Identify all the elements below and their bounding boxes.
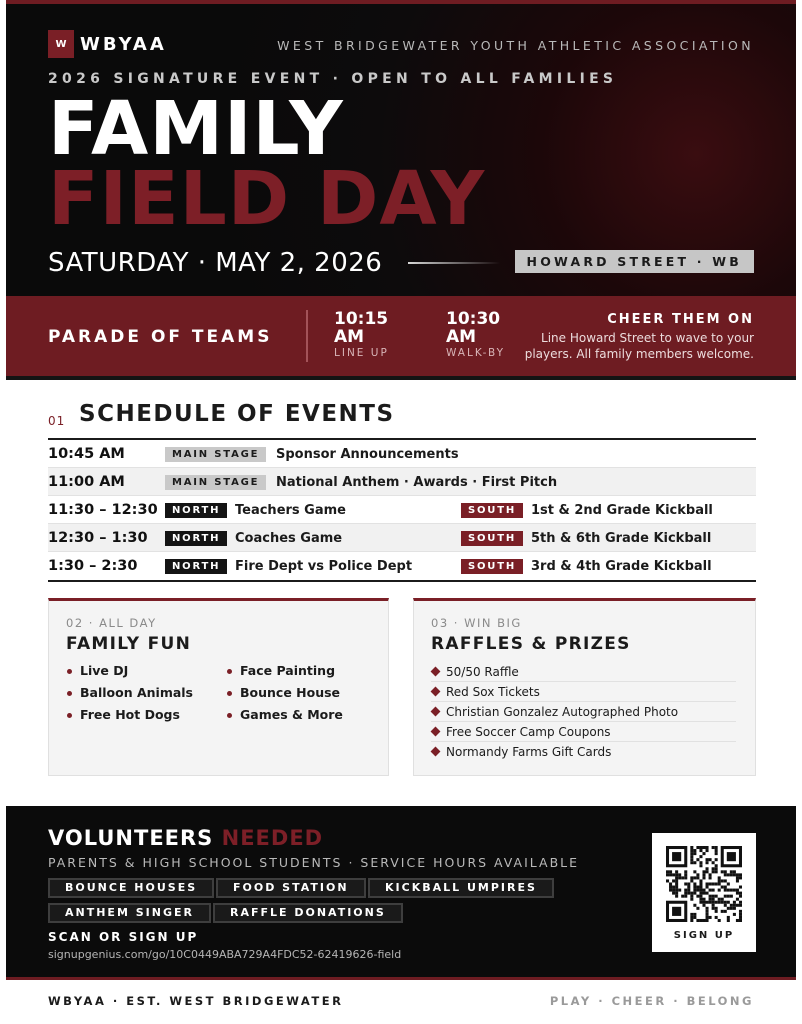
south-event: 1st & 2nd Grade Kickball bbox=[531, 503, 713, 518]
list-item bbox=[431, 742, 736, 762]
south-event: 5th & 6th Grade Kickball bbox=[531, 531, 712, 546]
stage-tag: MAIN STAGE bbox=[165, 447, 266, 462]
location-badge: HOWARD STREET · WB bbox=[515, 250, 754, 273]
volunteers-title bbox=[48, 826, 323, 850]
title-line-2: FIELD DAY bbox=[48, 156, 486, 242]
qr-code-icon[interactable] bbox=[666, 846, 742, 922]
south-tag: SOUTH bbox=[461, 503, 523, 518]
scan-label: SCAN OR SIGN UP bbox=[48, 930, 199, 944]
table-row bbox=[48, 496, 756, 524]
qr-code-card[interactable] bbox=[652, 833, 756, 952]
footer-left: WBYAA · EST. WEST BRIDGEWATER bbox=[48, 994, 344, 1008]
south-tag: SOUTH bbox=[461, 531, 523, 546]
volunteers-title-a: VOLUNTEERS bbox=[48, 826, 214, 850]
lineup-time-block bbox=[334, 310, 408, 359]
cheer-block bbox=[525, 312, 754, 362]
north-event: Coaches Game bbox=[235, 531, 343, 546]
signup-link[interactable]: signupgenius.com/go/10C0449ABA729A4FDC52-62419626-field bbox=[48, 948, 402, 961]
hero-banner bbox=[6, 0, 796, 296]
schedule-table bbox=[48, 438, 756, 582]
list-item: Balloon Animals bbox=[80, 685, 194, 700]
row-time: 11:30 – 12:30 bbox=[48, 502, 158, 518]
row-time: 1:30 – 2:30 bbox=[48, 558, 138, 574]
association-name: WEST BRIDGEWATER YOUTH ATHLETIC ASSOCIATION bbox=[277, 38, 754, 53]
parade-title: PARADE OF TEAMS bbox=[48, 327, 273, 347]
prize-label: Christian Gonzalez Autographed Photo bbox=[446, 705, 679, 719]
role-food-station: FOOD STATION bbox=[216, 878, 366, 898]
schedule-number: 01 bbox=[48, 414, 66, 428]
logo-text: WBYAA bbox=[80, 34, 167, 55]
schedule-title: SCHEDULE OF EVENTS bbox=[79, 401, 395, 427]
north-event: Fire Dept vs Police Dept bbox=[235, 559, 413, 574]
list-item: Face Painting bbox=[240, 663, 336, 678]
south-tag: SOUTH bbox=[461, 559, 523, 574]
volunteers-title-b: NEEDED bbox=[221, 826, 324, 850]
cheer-heading: CHEER THEM ON bbox=[607, 312, 754, 327]
north-event: Teachers Game bbox=[235, 503, 346, 518]
card-title: FAMILY FUN bbox=[66, 634, 192, 654]
table-row bbox=[48, 440, 756, 468]
row-time: 12:30 – 1:30 bbox=[48, 530, 148, 546]
role-kickball-umpires: KICKBALL UMPIRES bbox=[368, 878, 554, 898]
prize-label: Normandy Farms Gift Cards bbox=[446, 745, 612, 759]
diamond-bullet-icon bbox=[431, 727, 441, 737]
table-row bbox=[48, 552, 756, 580]
family-fun-card bbox=[48, 598, 389, 776]
diamond-bullet-icon bbox=[431, 707, 441, 717]
list-item bbox=[431, 682, 736, 702]
diamond-bullet-icon bbox=[431, 747, 441, 757]
list-item: Free Hot Dogs bbox=[80, 707, 180, 722]
north-tag: NORTH bbox=[165, 559, 227, 574]
volunteers-subtitle: PARENTS & HIGH SCHOOL STUDENTS · SERVICE HOURS AVAILABLE bbox=[48, 855, 580, 870]
parade-divider bbox=[306, 310, 308, 362]
south-event: 3rd & 4th Grade Kickball bbox=[531, 559, 712, 574]
list-item bbox=[431, 662, 736, 682]
walkby-time: 10:30 AM bbox=[446, 309, 501, 347]
list-item bbox=[431, 702, 736, 722]
cheer-line-2: players. All family members welcome. bbox=[524, 347, 754, 361]
raffles-card bbox=[413, 598, 756, 776]
volunteers-section bbox=[6, 806, 796, 980]
role-anthem-singer: ANTHEM SINGER bbox=[48, 903, 211, 923]
walkby-label: WALK-BY bbox=[446, 347, 506, 359]
prize-label: 50/50 Raffle bbox=[446, 665, 519, 679]
lineup-time: 10:15 AM bbox=[334, 309, 389, 347]
table-row bbox=[48, 468, 756, 496]
list-item: Bounce House bbox=[240, 685, 341, 700]
event-date: SATURDAY · MAY 2, 2026 bbox=[48, 248, 383, 278]
row-time: 11:00 AM bbox=[48, 474, 125, 490]
diamond-bullet-icon bbox=[431, 687, 441, 697]
footer-right: PLAY · CHEER · BELONG bbox=[549, 994, 754, 1008]
logo-mark: W bbox=[48, 30, 74, 58]
list-item: Live DJ bbox=[80, 663, 129, 678]
prize-label: Red Sox Tickets bbox=[446, 685, 540, 699]
row-event: National Anthem · Awards · First Pitch bbox=[276, 475, 558, 490]
lineup-label: LINE UP bbox=[334, 347, 389, 359]
title-line-1: FAMILY bbox=[48, 86, 344, 172]
date-divider bbox=[408, 262, 500, 264]
cheer-line-1: Line Howard Street to wave to your bbox=[541, 331, 754, 345]
qr-label: SIGN UP bbox=[673, 930, 735, 941]
stage-tag: MAIN STAGE bbox=[165, 475, 266, 490]
card-kicker: 03 · WIN BIG bbox=[431, 616, 522, 630]
list-item: Games & More bbox=[240, 707, 343, 722]
row-event: Sponsor Announcements bbox=[276, 447, 459, 462]
row-time: 10:45 AM bbox=[48, 446, 125, 462]
table-row bbox=[48, 524, 756, 552]
card-title: RAFFLES & PRIZES bbox=[431, 634, 631, 654]
walkby-time-block bbox=[446, 310, 520, 359]
list-item bbox=[431, 722, 736, 742]
role-raffle-donations: RAFFLE DONATIONS bbox=[213, 903, 403, 923]
signature-tagline: 2026 SIGNATURE EVENT · OPEN TO ALL FAMILIES bbox=[48, 71, 618, 87]
parade-band bbox=[6, 296, 796, 380]
flyer bbox=[6, 0, 796, 1024]
prize-label: Free Soccer Camp Coupons bbox=[446, 725, 611, 739]
north-tag: NORTH bbox=[165, 531, 227, 546]
north-tag: NORTH bbox=[165, 503, 227, 518]
card-kicker: 02 · ALL DAY bbox=[66, 616, 157, 630]
diamond-bullet-icon bbox=[431, 667, 441, 677]
role-bounce-houses: BOUNCE HOUSES bbox=[48, 878, 214, 898]
